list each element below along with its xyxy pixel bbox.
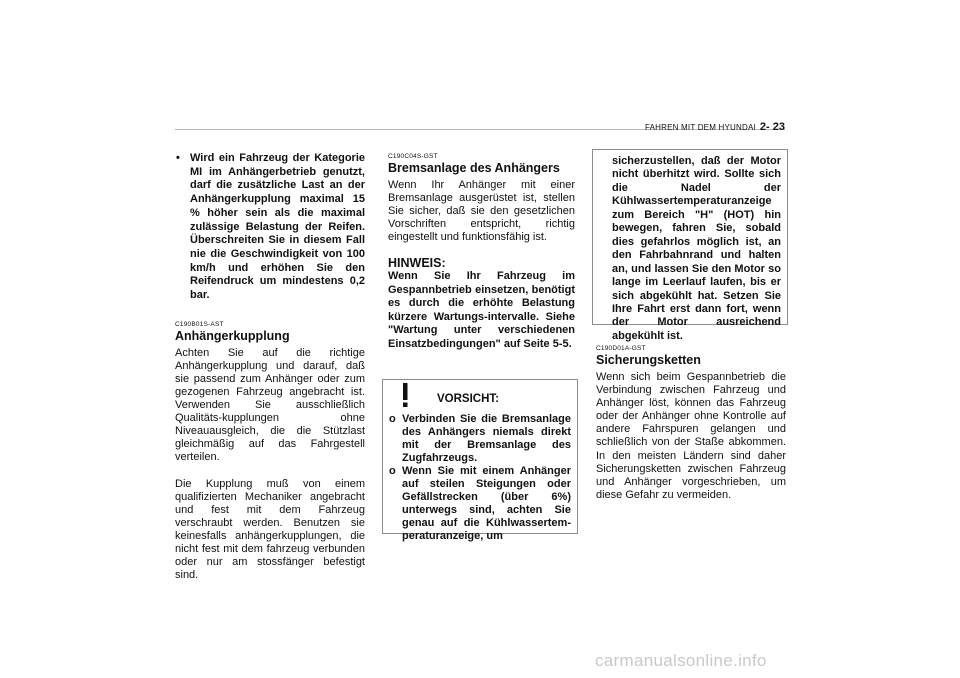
watermark: carmanualsonline.info (595, 651, 767, 670)
warning-item (389, 413, 571, 465)
header-section-title: FAHREN MIT DEM HYUNDAI (644, 123, 756, 132)
section-heading: Sicherungsketten (596, 353, 701, 367)
column-right (596, 345, 786, 502)
warning-item-text: Verbinden Sie die Bremsanlage des Anhängers niemals direkt mit der Bremsanlage des Zugfahrzeugs. (402, 413, 571, 464)
column-left (175, 152, 365, 582)
section-code: C190C04S-GST (388, 153, 438, 160)
note-title: HINWEIS: (388, 256, 446, 271)
warning-item-text: Wenn Sie mit einem Anhänger auf steilen Steigungen oder Gefällstrecken (über 6%) unterwegs sind, achten Sie genau auf die Kühlwassertem-peraturanzeige, um (402, 465, 571, 542)
bullet-item (175, 152, 365, 303)
warning-box (382, 379, 578, 542)
column-middle (388, 153, 575, 351)
list-marker: o (389, 465, 396, 477)
paragraph: Wenn Ihr Anhänger mit einer Bremsanlage ausgerüstet ist, stellen Sie sicher, daß sie den gesetzlichen Vorschriften entspricht, richtig eingestellt und funktionsfähig ist. (388, 179, 575, 244)
bullet-dot: • (176, 152, 180, 164)
bullet-text: Wird ein Fahrzeug der Kategorie MI im Anhängerbetrieb genutzt, darf die zusätzliche Last an der Anhängerkupplung maximal 15 % höher sein als die maximal zulässige Belastung der Reifen. Überschreiten Sie in diesem Fall nie die Geschwindigkeit von 100 km/h und erhöhen Sie den Reifendruck um mindestens 0,2 bar. (190, 152, 365, 302)
warning-exclamation-icon (392, 382, 418, 408)
page-header (645, 121, 785, 133)
section-code: C190B01S-AST (175, 320, 224, 328)
page-number: 2- 23 (759, 121, 785, 133)
section-code: C190D01A-GST (596, 345, 646, 352)
paragraph: Wenn sich beim Gespannbetrieb die Verbindung zwischen Fahrzeug und Anhänger löst, können das Fahrzeug oder der Anhänger ohne Kontrolle auf andere Fahrspuren gelangen und schließlich von der Staße abkommen. In den meisten Ländern sind daher Sicherungsketten zwischen Fahrzeug und Anhänger vorgeschrieben, um diese Gefahr zu vermeiden. (596, 371, 786, 501)
warning-continued-box (592, 149, 788, 342)
warning-continued-text: sicherzustellen, daß der Motor nicht überhitzt wird. Sollte sich die Nadel der Kühlwassertemperaturanzeige zum Bereich "H" (HOT) hin bewegen, fahren Sie, sobald dies gefahrlos möglich ist, an den Fahrbahnrand und halten an, und lassen Sie den Motor so lange im Leerlauf laufen, bis er sich abgekühlt hat. Setzen Sie Ihre Fahrt erst dann fort, wenn der Motor ausreichend abgekühlt ist. (612, 155, 781, 342)
section-heading: Bremsanlage des Anhängers (388, 161, 560, 175)
paragraph: Achten Sie auf die richtige Anhängerkupplung und darauf, daß sie passend zum Anhänger oder zum gezogenen Fahrzeug angebracht ist. Verwenden Sie ausschließlich Qualitäts-kupplungen ohne Niveauausgleich, die die Stützlast gleichmäßig auf das Fahrgestell verteilen. (175, 346, 365, 464)
note-text: Wenn Sie Ihr Fahrzeug im Gespannbetrieb einsetzen, benötigt es durch die erhöhte Belastung kürzere Wartungs-intervalle. Siehe "Wartung unter verschiedenen Einsatzbedingungen" auf Seite 5-5. (388, 270, 575, 350)
list-marker: o (389, 413, 396, 425)
warning-header (389, 385, 571, 413)
warning-title: VORSICHT: (437, 393, 499, 405)
section-heading: Anhängerkupplung (175, 328, 290, 343)
warning-item (389, 465, 571, 543)
paragraph: Die Kupplung muß von einem qualifizierten Mechaniker angebracht und fest mit dem Fahrzeug verschraubt werden. Benutzen sie keinesfalls anhängerkupplungen, die nicht fest mit dem fahrzeug verbunden oder nur am stossfänger befestigt sind. (175, 477, 365, 582)
